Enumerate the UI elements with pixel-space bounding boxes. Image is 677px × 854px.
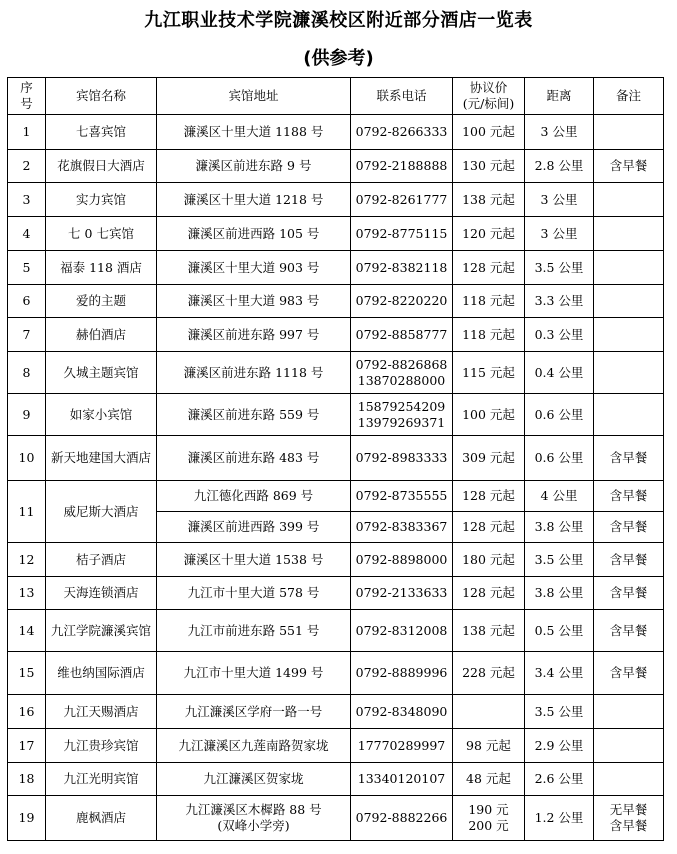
cell-price bbox=[453, 695, 525, 729]
header-name: 宾馆名称 bbox=[46, 78, 157, 115]
cell-note: 含早餐 bbox=[594, 512, 664, 543]
cell-address: 濂溪区前进西路 105 号 bbox=[157, 217, 351, 251]
cell-no: 6 bbox=[8, 285, 46, 318]
cell-hotel-name: 维也纳国际酒店 bbox=[46, 652, 157, 695]
cell-no: 16 bbox=[8, 695, 46, 729]
cell-note bbox=[594, 251, 664, 285]
document-title: 九江职业技术学院濂溪校区附近部分酒店一览表 bbox=[144, 10, 533, 31]
cell-phone: 0792-8983333 bbox=[351, 436, 453, 481]
cell-note-line: 无早餐 bbox=[609, 802, 648, 817]
cell-price: 128 元起 bbox=[453, 251, 525, 285]
cell-distance: 3.5 公里 bbox=[525, 251, 594, 285]
cell-distance: 3 公里 bbox=[525, 115, 594, 150]
cell-no: 10 bbox=[8, 436, 46, 481]
cell-note: 含早餐 bbox=[594, 652, 664, 695]
cell-price: 118 元起 bbox=[453, 285, 525, 318]
cell-address: 九江市十里大道 578 号 bbox=[157, 577, 351, 610]
cell-address: 濂溪区十里大道 903 号 bbox=[157, 251, 351, 285]
table-row bbox=[8, 251, 664, 285]
cell-hotel-name: 九江天赐酒店 bbox=[46, 695, 157, 729]
cell-phone: 0792-8882266 bbox=[351, 796, 453, 841]
table-row bbox=[8, 318, 664, 352]
cell-phone: 0792-2188888 bbox=[351, 150, 453, 183]
cell-address: 濂溪区前进东路 997 号 bbox=[157, 318, 351, 352]
cell-distance: 1.2 公里 bbox=[525, 796, 594, 841]
cell-distance: 2.9 公里 bbox=[525, 729, 594, 763]
cell-no: 7 bbox=[8, 318, 46, 352]
cell-distance: 2.6 公里 bbox=[525, 763, 594, 796]
cell-hotel-name: 花旗假日大酒店 bbox=[46, 150, 157, 183]
cell-phone bbox=[351, 394, 453, 436]
cell-distance: 0.4 公里 bbox=[525, 352, 594, 394]
cell-note bbox=[594, 285, 664, 318]
cell-note bbox=[594, 352, 664, 394]
cell-phone: 0792-2133633 bbox=[351, 577, 453, 610]
cell-price: 100 元起 bbox=[453, 115, 525, 150]
header-no: 序 号 bbox=[8, 78, 46, 115]
cell-price: 128 元起 bbox=[453, 512, 525, 543]
cell-phone: 0792-8312008 bbox=[351, 610, 453, 652]
cell-address: 九江濂溪区学府一路一号 bbox=[157, 695, 351, 729]
cell-hotel-name: 福泰 118 酒店 bbox=[46, 251, 157, 285]
cell-address: 濂溪区前进西路 399 号 bbox=[157, 512, 351, 543]
header-address: 宾馆地址 bbox=[157, 78, 351, 115]
cell-note bbox=[594, 729, 664, 763]
cell-phone: 0792-8266333 bbox=[351, 115, 453, 150]
cell-phone: 17770289997 bbox=[351, 729, 453, 763]
cell-hotel-name: 七 0 七宾馆 bbox=[46, 217, 157, 251]
header-note: 备注 bbox=[594, 78, 664, 115]
cell-address: 九江市前进东路 551 号 bbox=[157, 610, 351, 652]
cell-address bbox=[157, 796, 351, 841]
cell-phone-line: 15879254209 bbox=[357, 398, 446, 414]
cell-note-line: 含早餐 bbox=[609, 818, 648, 833]
table-row bbox=[8, 796, 664, 841]
cell-phone-line: 13979269371 bbox=[357, 414, 446, 430]
cell-distance: 3 公里 bbox=[525, 217, 594, 251]
table-row bbox=[8, 481, 664, 512]
cell-address-line: (双峰小学旁) bbox=[217, 818, 290, 833]
cell-distance: 0.6 公里 bbox=[525, 436, 594, 481]
table-row bbox=[8, 150, 664, 183]
cell-hotel-name: 九江光明宾馆 bbox=[46, 763, 157, 796]
cell-note bbox=[594, 183, 664, 217]
table-row bbox=[8, 695, 664, 729]
cell-phone: 0792-8348090 bbox=[351, 695, 453, 729]
cell-price: 228 元起 bbox=[453, 652, 525, 695]
cell-address: 濂溪区前进东路 1118 号 bbox=[157, 352, 351, 394]
cell-price: 48 元起 bbox=[453, 763, 525, 796]
cell-no: 18 bbox=[8, 763, 46, 796]
cell-address: 九江濂溪区贺家垅 bbox=[157, 763, 351, 796]
cell-no: 14 bbox=[8, 610, 46, 652]
cell-phone: 0792-8735555 bbox=[351, 481, 453, 512]
cell-phone: 0792-8889996 bbox=[351, 652, 453, 695]
cell-address: 濂溪区前进东路 559 号 bbox=[157, 394, 351, 436]
cell-distance: 0.6 公里 bbox=[525, 394, 594, 436]
cell-note bbox=[594, 796, 664, 841]
cell-hotel-name: 赫伯酒店 bbox=[46, 318, 157, 352]
cell-note: 含早餐 bbox=[594, 150, 664, 183]
cell-distance: 3.3 公里 bbox=[525, 285, 594, 318]
cell-distance: 3.8 公里 bbox=[525, 577, 594, 610]
cell-hotel-name: 鹿枫酒店 bbox=[46, 796, 157, 841]
cell-hotel-name: 威尼斯大酒店 bbox=[46, 481, 157, 543]
cell-phone: 0792-8898000 bbox=[351, 543, 453, 577]
cell-phone-line: 0792-8826868 bbox=[355, 356, 448, 372]
cell-price: 128 元起 bbox=[453, 577, 525, 610]
cell-distance: 0.5 公里 bbox=[525, 610, 594, 652]
cell-phone: 0792-8220220 bbox=[351, 285, 453, 318]
cell-no: 11 bbox=[8, 481, 46, 543]
cell-no: 12 bbox=[8, 543, 46, 577]
cell-distance: 3.5 公里 bbox=[525, 543, 594, 577]
cell-price: 115 元起 bbox=[453, 352, 525, 394]
cell-phone: 0792-8382118 bbox=[351, 251, 453, 285]
cell-price bbox=[453, 796, 525, 841]
cell-no: 13 bbox=[8, 577, 46, 610]
cell-distance: 0.3 公里 bbox=[525, 318, 594, 352]
cell-note: 含早餐 bbox=[594, 543, 664, 577]
cell-note bbox=[594, 217, 664, 251]
cell-hotel-name: 久城主题宾馆 bbox=[46, 352, 157, 394]
cell-phone bbox=[351, 352, 453, 394]
cell-hotel-name: 新天地建国大酒店 bbox=[46, 436, 157, 481]
cell-no: 4 bbox=[8, 217, 46, 251]
cell-address: 九江德化西路 869 号 bbox=[157, 481, 351, 512]
cell-note: 含早餐 bbox=[594, 610, 664, 652]
cell-no: 1 bbox=[8, 115, 46, 150]
cell-price-line: 190 元 bbox=[468, 802, 509, 817]
table-row bbox=[8, 285, 664, 318]
table-row bbox=[8, 543, 664, 577]
cell-no: 5 bbox=[8, 251, 46, 285]
cell-hotel-name: 如家小宾馆 bbox=[46, 394, 157, 436]
cell-note: 含早餐 bbox=[594, 481, 664, 512]
cell-price: 309 元起 bbox=[453, 436, 525, 481]
cell-no: 19 bbox=[8, 796, 46, 841]
cell-address: 濂溪区十里大道 1538 号 bbox=[157, 543, 351, 577]
cell-note bbox=[594, 115, 664, 150]
hotel-table bbox=[7, 77, 664, 841]
header-price: 协议价 (元/标间) bbox=[453, 78, 525, 115]
cell-address: 濂溪区十里大道 983 号 bbox=[157, 285, 351, 318]
cell-no: 15 bbox=[8, 652, 46, 695]
table-row bbox=[8, 763, 664, 796]
cell-phone-line: 13870288000 bbox=[357, 372, 446, 388]
cell-note: 含早餐 bbox=[594, 436, 664, 481]
cell-hotel-name: 九江学院濂溪宾馆 bbox=[46, 610, 157, 652]
cell-no: 3 bbox=[8, 183, 46, 217]
cell-phone: 0792-8261777 bbox=[351, 183, 453, 217]
cell-note: 含早餐 bbox=[594, 577, 664, 610]
cell-no: 2 bbox=[8, 150, 46, 183]
cell-phone: 0792-8775115 bbox=[351, 217, 453, 251]
cell-hotel-name: 七喜宾馆 bbox=[46, 115, 157, 150]
cell-distance: 3 公里 bbox=[525, 183, 594, 217]
cell-address: 濂溪区十里大道 1188 号 bbox=[157, 115, 351, 150]
cell-phone: 0792-8383367 bbox=[351, 512, 453, 543]
table-row bbox=[8, 610, 664, 652]
cell-address: 九江市十里大道 1499 号 bbox=[157, 652, 351, 695]
cell-price: 130 元起 bbox=[453, 150, 525, 183]
cell-distance: 3.5 公里 bbox=[525, 695, 594, 729]
cell-hotel-name: 爱的主题 bbox=[46, 285, 157, 318]
cell-price: 128 元起 bbox=[453, 481, 525, 512]
cell-address-line: 九江濂溪区木樨路 88 号 bbox=[185, 802, 322, 817]
cell-price: 180 元起 bbox=[453, 543, 525, 577]
cell-address: 濂溪区十里大道 1218 号 bbox=[157, 183, 351, 217]
cell-distance: 2.8 公里 bbox=[525, 150, 594, 183]
header-phone: 联系电话 bbox=[351, 78, 453, 115]
cell-price: 138 元起 bbox=[453, 610, 525, 652]
table-row bbox=[8, 217, 664, 251]
cell-no: 9 bbox=[8, 394, 46, 436]
table-header-row bbox=[8, 78, 664, 115]
header-distance: 距离 bbox=[525, 78, 594, 115]
cell-no: 17 bbox=[8, 729, 46, 763]
cell-hotel-name: 实力宾馆 bbox=[46, 183, 157, 217]
table-row bbox=[8, 183, 664, 217]
cell-note bbox=[594, 318, 664, 352]
table-row bbox=[8, 577, 664, 610]
cell-note bbox=[594, 394, 664, 436]
cell-distance: 4 公里 bbox=[525, 481, 594, 512]
cell-note bbox=[594, 695, 664, 729]
cell-hotel-name: 九江贵珍宾馆 bbox=[46, 729, 157, 763]
cell-distance: 3.4 公里 bbox=[525, 652, 594, 695]
cell-phone: 0792-8858777 bbox=[351, 318, 453, 352]
cell-price: 100 元起 bbox=[453, 394, 525, 436]
cell-price: 120 元起 bbox=[453, 217, 525, 251]
cell-hotel-name: 桔子酒店 bbox=[46, 543, 157, 577]
cell-distance: 3.8 公里 bbox=[525, 512, 594, 543]
cell-note bbox=[594, 763, 664, 796]
table-row bbox=[8, 352, 664, 394]
table-row bbox=[8, 729, 664, 763]
cell-price: 138 元起 bbox=[453, 183, 525, 217]
cell-hotel-name: 天海连锁酒店 bbox=[46, 577, 157, 610]
cell-address: 濂溪区前进东路 9 号 bbox=[157, 150, 351, 183]
table-body bbox=[8, 115, 664, 841]
table-row bbox=[8, 394, 664, 436]
cell-no: 8 bbox=[8, 352, 46, 394]
table-row bbox=[8, 436, 664, 481]
cell-address: 九江濂溪区九莲南路贺家垅 bbox=[157, 729, 351, 763]
cell-price: 98 元起 bbox=[453, 729, 525, 763]
table-row bbox=[8, 652, 664, 695]
cell-address: 濂溪区前进东路 483 号 bbox=[157, 436, 351, 481]
table-row bbox=[8, 115, 664, 150]
cell-price: 118 元起 bbox=[453, 318, 525, 352]
cell-price-line: 200 元 bbox=[468, 818, 509, 833]
document-subtitle: (供参考) bbox=[303, 48, 374, 69]
cell-phone: 13340120107 bbox=[351, 763, 453, 796]
